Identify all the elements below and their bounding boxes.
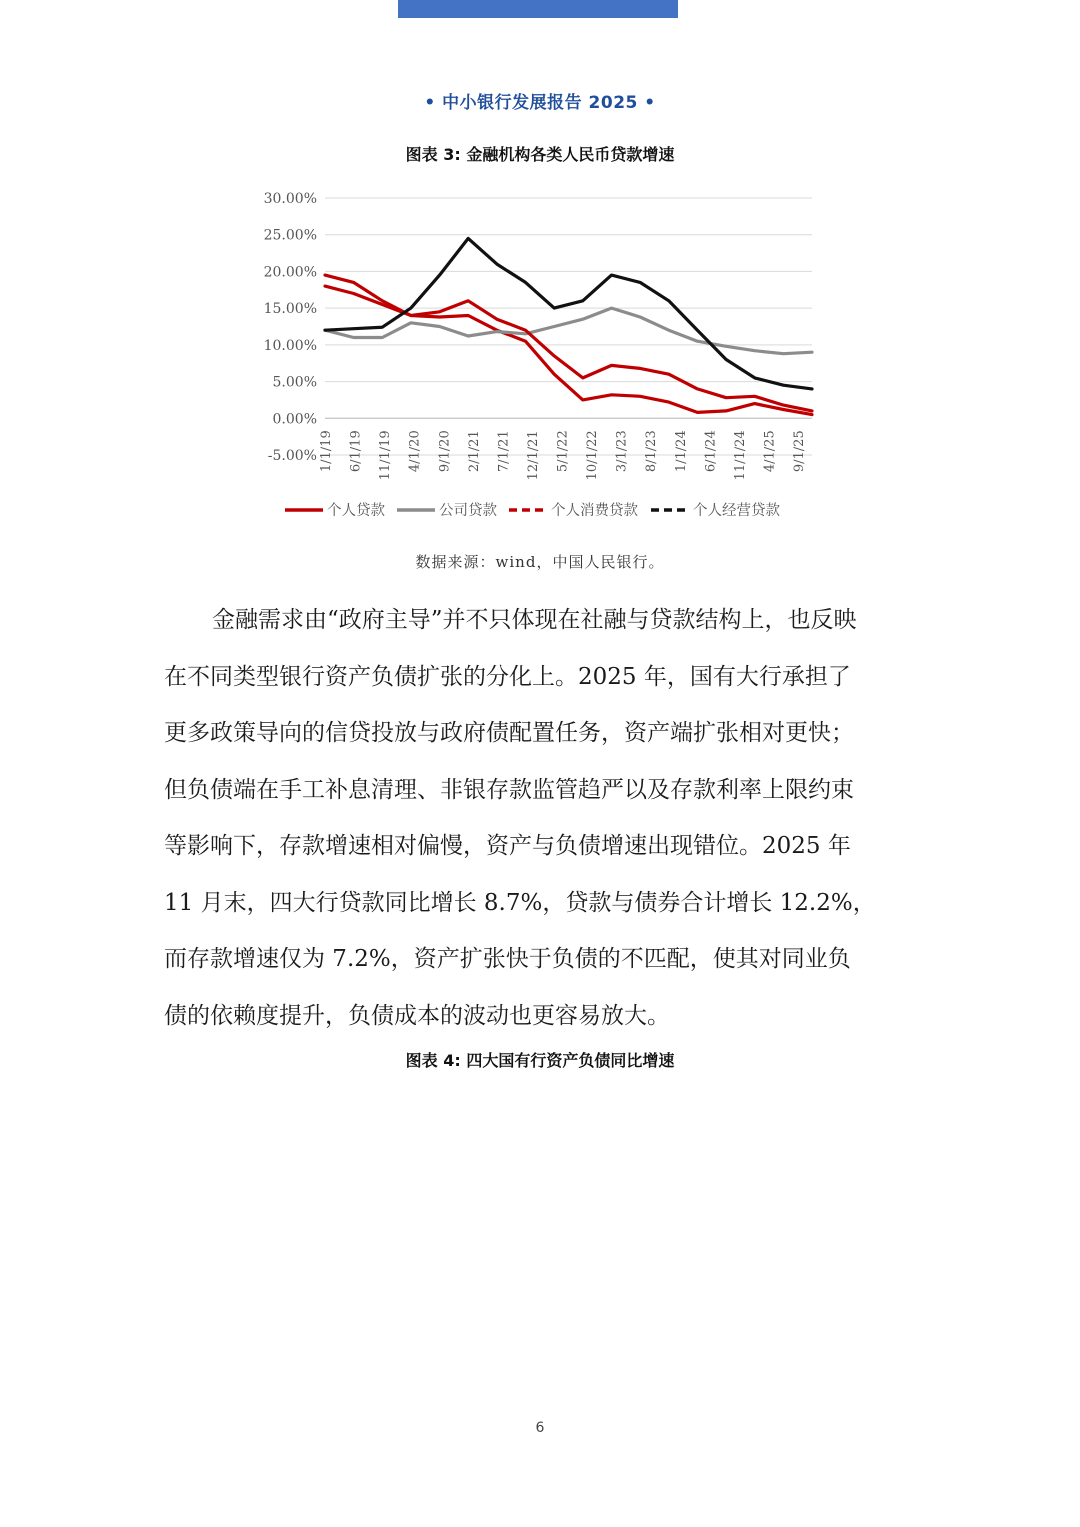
x-tick-label: 4/1/20: [407, 430, 423, 473]
x-tick-label: 11/1/24: [732, 430, 748, 481]
figure-4-caption: 图表 4: 四大国有行资产负债同比增速: [405, 1051, 675, 1070]
legend-label: 个人贷款: [327, 503, 385, 519]
x-tick-label: 7/1/21: [496, 430, 512, 473]
top-accent-bar: [398, 0, 678, 18]
paragraph-line: 但负债端在手工补息清理、非银存款监管趋严以及存款利率上限约束: [164, 776, 854, 803]
x-tick-label: 8/1/23: [644, 430, 660, 473]
report-header-title: • 中小银行发展报告 2025 •: [424, 93, 656, 113]
data-source-note: 数据来源：wind，中国人民银行。: [415, 553, 665, 571]
y-tick-label: -5.00%: [267, 448, 317, 464]
y-tick-label: 30.00%: [263, 191, 317, 207]
x-tick-label: 12/1/21: [525, 430, 541, 481]
paragraph-line: 而存款增速仅为 7.2%，资产扩张快于负债的不匹配，使其对同业负: [164, 946, 851, 972]
y-tick-label: 5.00%: [272, 374, 317, 391]
x-tick-label: 10/1/22: [585, 430, 601, 481]
chart-gridlines: [325, 198, 812, 455]
x-tick-label: 2/1/21: [466, 430, 482, 473]
series-line: [325, 275, 812, 411]
legend-label: 个人经营贷款: [693, 503, 780, 519]
x-tick-label: 9/1/25: [792, 430, 807, 473]
y-tick-label: 25.00%: [263, 227, 317, 244]
y-tick-label: 20.00%: [263, 264, 317, 281]
chart-y-axis: [264, 191, 317, 464]
legend-label: 公司贷款: [439, 503, 497, 519]
body-paragraph: [164, 592, 920, 1044]
loan-growth-chart: [250, 180, 830, 530]
x-tick-label: 1/1/19: [319, 430, 334, 473]
x-tick-label: 6/1/19: [348, 430, 364, 473]
x-tick-label: 5/1/22: [555, 430, 571, 473]
x-tick-label: 9/1/20: [437, 430, 453, 473]
x-tick-label: 1/1/24: [673, 430, 689, 473]
y-tick-label: 0.00%: [272, 411, 317, 428]
y-tick-label: 15.00%: [263, 301, 317, 318]
chart-x-axis: [319, 430, 807, 480]
chart-series: [325, 238, 812, 414]
x-tick-label: 3/1/23: [614, 430, 630, 473]
paragraph-line: 更多政策导向的信贷投放与政府债配置任务，资产端扩张相对更快；: [164, 720, 854, 746]
paragraph-line: 等影响下，存款增速相对偏慢，资产与负债增速出现错位。2025 年: [164, 833, 851, 859]
paragraph-line: 在不同类型银行资产负债扩张的分化上。2025 年，国有大行承担了: [164, 663, 851, 690]
x-tick-label: 11/1/19: [378, 430, 394, 481]
x-tick-label: 6/1/24: [703, 430, 719, 473]
chart-legend: [285, 501, 780, 519]
x-tick-label: 4/1/25: [762, 430, 778, 473]
paragraph-line: 金融需求由“政府主导”并不只体现在社融与贷款结构上，也反映: [212, 607, 857, 633]
page-number: 6: [535, 1420, 545, 1436]
figure-3-caption: 图表 3: 金融机构各类人民币贷款增速: [405, 145, 675, 164]
paragraph-line: 11 月末，四大行贷款同比增长 8.7%，贷款与债券合计增长 12.2%，: [164, 889, 876, 916]
legend-label: 个人消费贷款: [551, 503, 638, 519]
y-tick-label: 10.00%: [263, 337, 317, 354]
paragraph-line: 债的依赖度提升，负债成本的波动也更容易放大。: [164, 1002, 670, 1029]
